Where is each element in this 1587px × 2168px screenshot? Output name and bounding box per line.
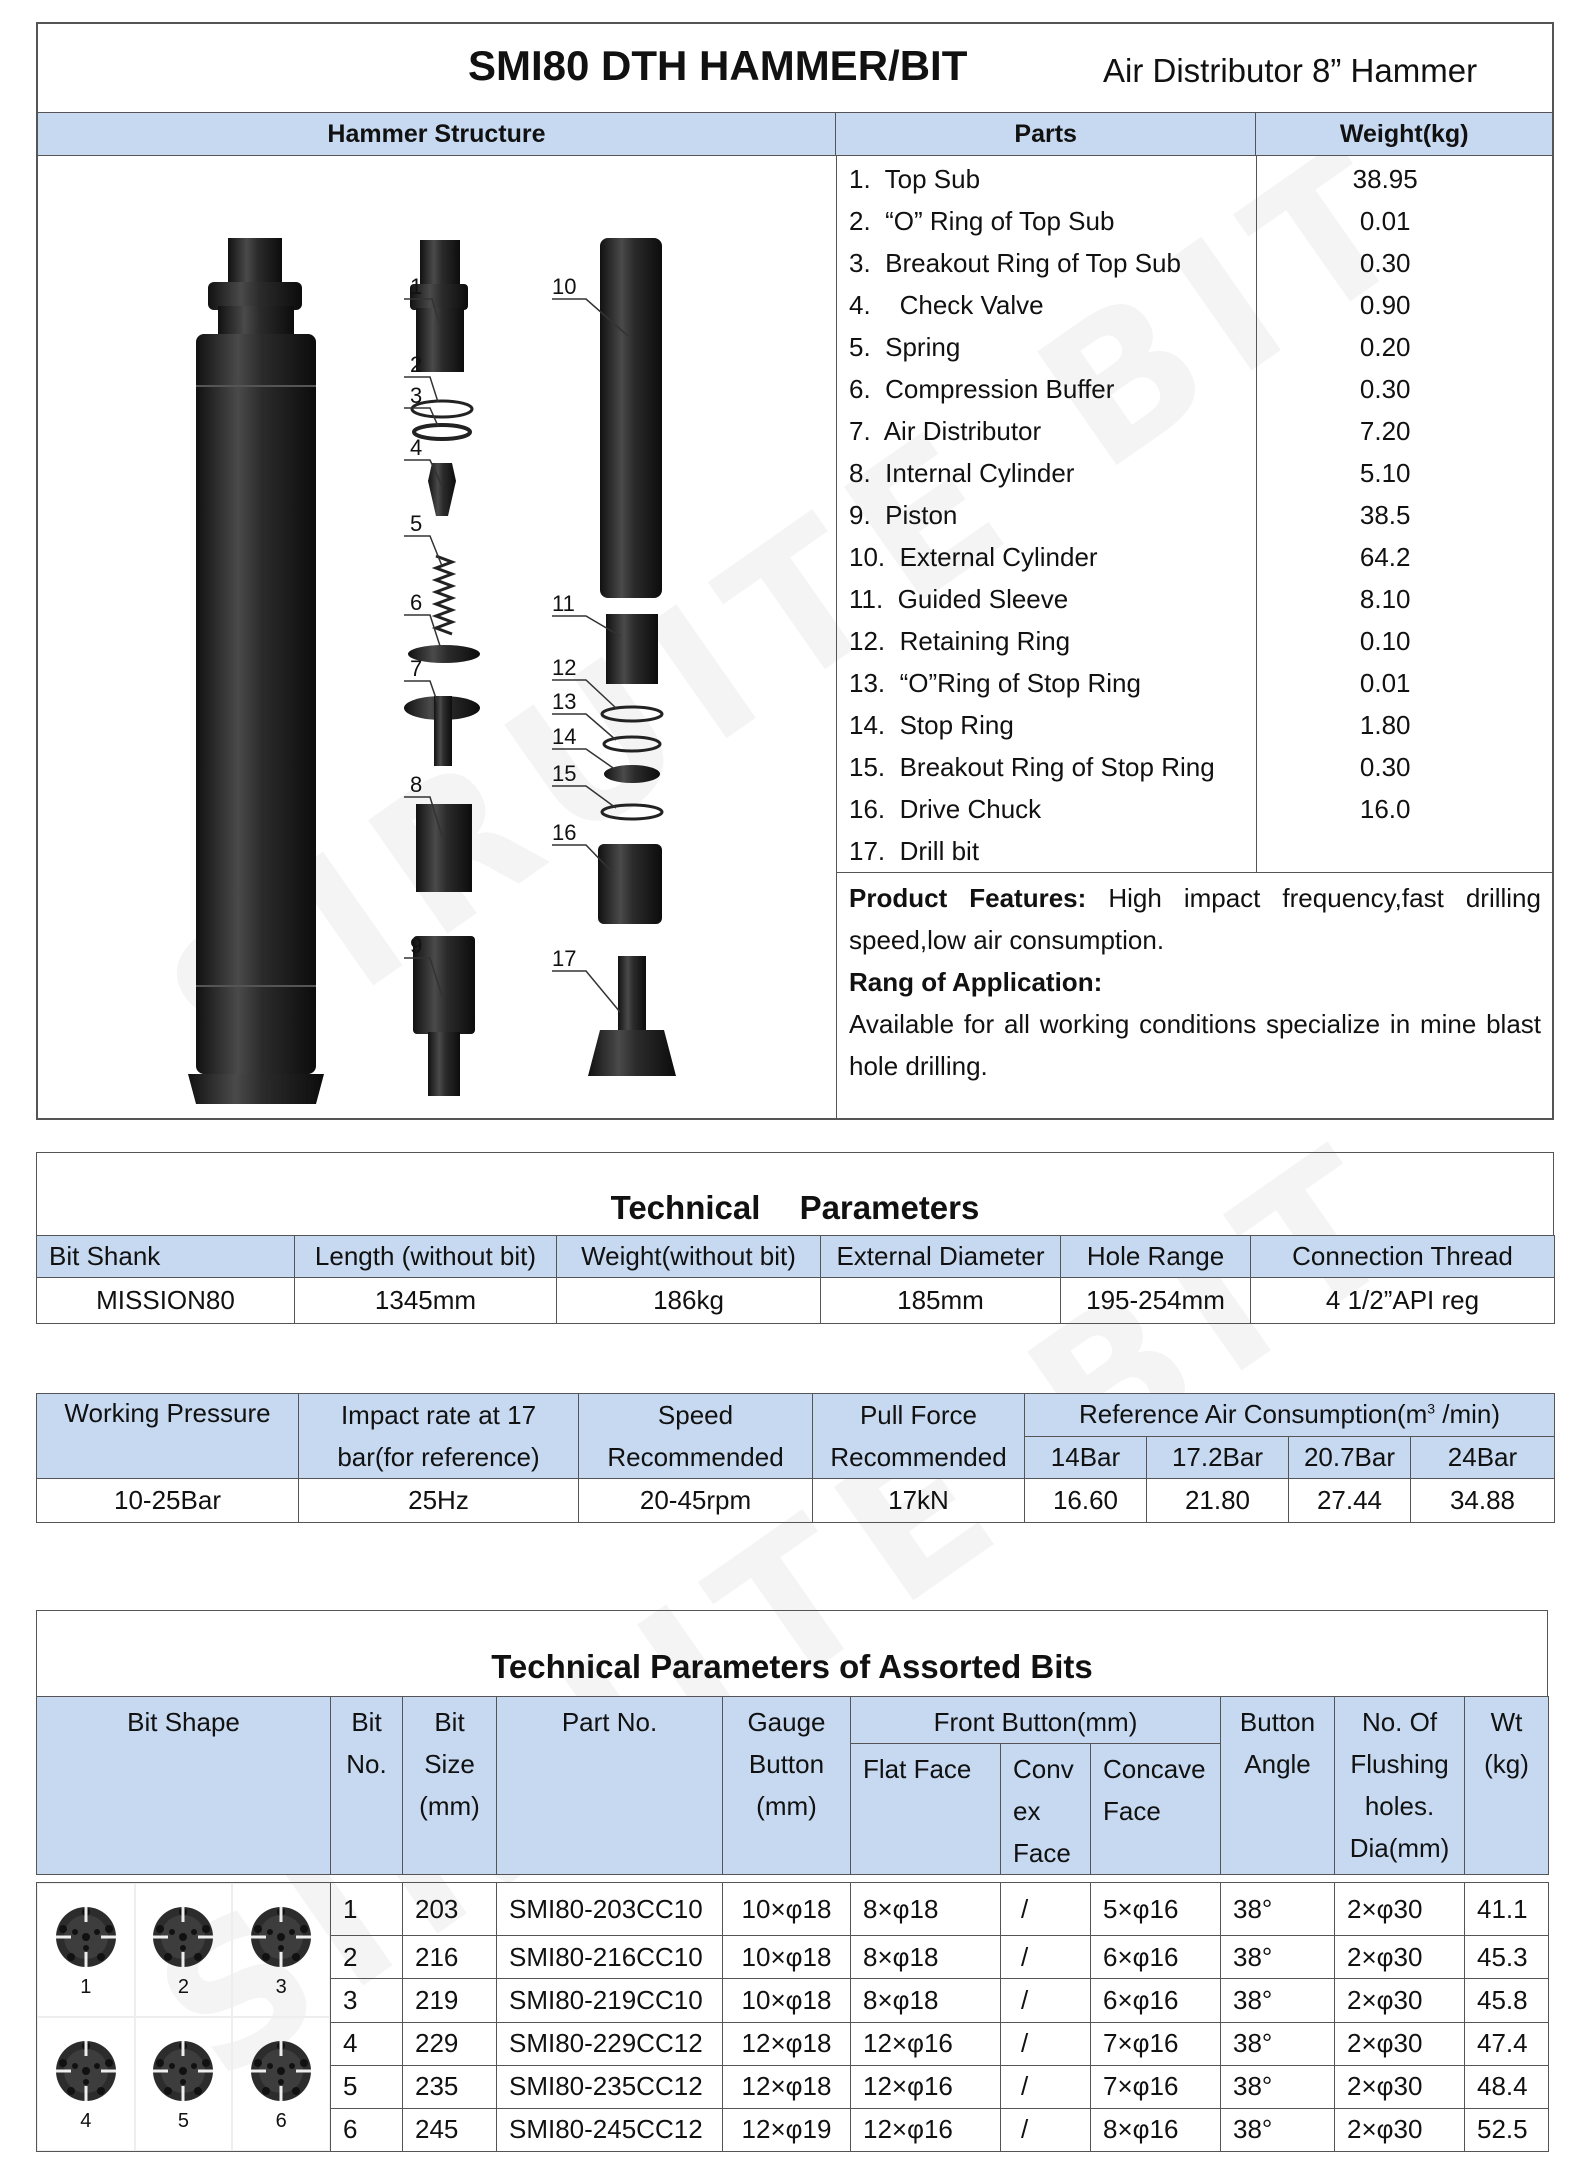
bit-cell-no: 6 bbox=[331, 2108, 403, 2151]
th-flat-face: Flat Face bbox=[851, 1744, 1001, 1875]
diagram-label: 17 bbox=[552, 946, 577, 971]
bit-cell-no: 3 bbox=[331, 1979, 403, 2022]
diagram-label: 5 bbox=[410, 511, 423, 536]
page-title: SMI80 DTH HAMMER/BIT bbox=[468, 42, 968, 89]
bits-title: Technical Parameters of Assorted Bits bbox=[36, 1610, 1548, 1696]
bit-cell-flat: 8×φ18 bbox=[851, 1883, 1001, 1936]
th-air-14bar: 14Bar bbox=[1025, 1436, 1147, 1479]
diagram-label: 15 bbox=[552, 761, 577, 786]
bit-cell-flush: 2×φ30 bbox=[1335, 1883, 1465, 1936]
bit-cell-part: SMI80-229CC12 bbox=[497, 2022, 723, 2065]
bit-cell-gauge: 10×φ18 bbox=[723, 1979, 851, 2022]
bit-shape-icon bbox=[135, 1883, 233, 2017]
bit-cell-convex: / bbox=[1001, 2108, 1091, 2151]
bit-row bbox=[37, 1883, 1549, 1936]
th-bit-shape: Bit Shape bbox=[37, 1697, 331, 1875]
part-weight: 0.20 bbox=[1359, 331, 1411, 362]
bit-cell-flush: 2×φ30 bbox=[1335, 2022, 1465, 2065]
bit-cell-gauge: 12×φ18 bbox=[723, 2065, 851, 2108]
bit-cell-part: SMI80-235CC12 bbox=[497, 2065, 723, 2108]
bit-cell-wt: 45.8 bbox=[1465, 1979, 1549, 2022]
diagram-label: 4 bbox=[410, 435, 423, 460]
bit-cell-flat: 8×φ18 bbox=[851, 1936, 1001, 1979]
exploded-view bbox=[38, 156, 836, 1118]
bit-cell-flush: 2×φ30 bbox=[1335, 2108, 1465, 2151]
part-name: 8. Internal Cylinder bbox=[849, 457, 1075, 488]
bit-cell-gauge: 10×φ18 bbox=[723, 1883, 851, 1936]
bit-cell-concave: 8×φ16 bbox=[1091, 2108, 1221, 2151]
cell-external-diameter: 185mm bbox=[821, 1278, 1061, 1324]
th-part-no: Part No. bbox=[497, 1697, 723, 1875]
part-name: 15. Breakout Ring of Stop Ring bbox=[849, 751, 1215, 782]
bit-shape-icon bbox=[135, 2017, 233, 2151]
th-front-button: Front Button(mm) bbox=[851, 1697, 1221, 1744]
bit-cell-convex: / bbox=[1001, 2065, 1091, 2108]
th-weight: Weight(without bit) bbox=[557, 1236, 821, 1278]
bit-cell-flush: 2×φ30 bbox=[1335, 2065, 1465, 2108]
cell-impact: 25Hz bbox=[299, 1479, 579, 1523]
part-weight: 38.95 bbox=[1352, 163, 1418, 194]
bit-cell-angle: 38° bbox=[1221, 2108, 1335, 2151]
bit-cell-size: 203 bbox=[403, 1883, 497, 1936]
th-air-24bar: 24Bar bbox=[1411, 1436, 1555, 1479]
part-name: 10. External Cylinder bbox=[849, 541, 1098, 572]
bit-cell-flat: 12×φ16 bbox=[851, 2065, 1001, 2108]
part-weight: 8.10 bbox=[1359, 583, 1411, 614]
th-external-diameter: External Diameter bbox=[821, 1236, 1061, 1278]
diagram-label: 13 bbox=[552, 689, 577, 714]
part-weight: 16.0 bbox=[1359, 793, 1411, 824]
part-name: 14. Stop Ring bbox=[849, 709, 1014, 740]
part-weight: 7.20 bbox=[1359, 415, 1411, 446]
bit-cell-part: SMI80-203CC10 bbox=[497, 1883, 723, 1936]
bit-cell-flat: 8×φ18 bbox=[851, 1979, 1001, 2022]
bit-cell-wt: 52.5 bbox=[1465, 2108, 1549, 2151]
cell-hole-range: 195-254mm bbox=[1061, 1278, 1251, 1324]
bit-cell-flush: 2×φ30 bbox=[1335, 1979, 1465, 2022]
bit-cell-gauge: 12×φ19 bbox=[723, 2108, 851, 2151]
assorted-bits bbox=[36, 1610, 1548, 2152]
bit-cell-concave: 7×φ16 bbox=[1091, 2022, 1221, 2065]
part-name: 1. Top Sub bbox=[849, 163, 981, 194]
th-bit-size: Bit Size (mm) bbox=[403, 1697, 497, 1875]
technical-title: Technical Parameters bbox=[36, 1152, 1554, 1235]
col-weight: Weight(kg) bbox=[1256, 113, 1552, 155]
part-name: 12. Retaining Ring bbox=[849, 625, 1071, 656]
assembled-hammer bbox=[188, 238, 324, 1104]
page-subtitle: Air Distributor 8” Hammer bbox=[1103, 52, 1478, 89]
part-weight: 1.80 bbox=[1359, 709, 1411, 740]
diagram-label: 16 bbox=[552, 820, 577, 845]
overview-header bbox=[38, 113, 1552, 156]
cell-pressure: 10-25Bar bbox=[37, 1479, 299, 1523]
bit-cell-concave: 6×φ16 bbox=[1091, 1936, 1221, 1979]
bit-cell-convex: / bbox=[1001, 1883, 1091, 1936]
bit-cell-flat: 12×φ16 bbox=[851, 2022, 1001, 2065]
technical-parameters bbox=[36, 1152, 1554, 1326]
cell-speed: 20-45rpm bbox=[579, 1479, 813, 1523]
bit-cell-no: 5 bbox=[331, 2065, 403, 2108]
part-name: 3. Breakout Ring of Top Sub bbox=[849, 247, 1181, 278]
bit-shape-icon bbox=[37, 1883, 135, 2017]
bit-cell-gauge: 10×φ18 bbox=[723, 1936, 851, 1979]
bit-cell-size: 229 bbox=[403, 2022, 497, 2065]
part-weight: 0.01 bbox=[1359, 667, 1411, 698]
th-wt: Wt (kg) bbox=[1465, 1697, 1549, 1875]
part-weight: 0.30 bbox=[1359, 247, 1411, 278]
th-bit-no: Bit No. bbox=[331, 1697, 403, 1875]
diagram-label: 11 bbox=[552, 591, 575, 616]
application-text: Available for all working conditions specialize in mine blast hole drilling. bbox=[849, 1009, 1541, 1081]
th-air-consumption: Reference Air $Consumption(m^3$ /min) bbox=[1025, 1394, 1555, 1437]
diagram-label: 1 bbox=[410, 274, 423, 299]
part-name: 4. Check Valve bbox=[849, 289, 1044, 320]
cell-air-17: 21.80 bbox=[1147, 1479, 1289, 1523]
bit-shape-icon bbox=[232, 2017, 330, 2151]
bit-cell-gauge: 12×φ18 bbox=[723, 2022, 851, 2065]
bit-cell-no: 2 bbox=[331, 1936, 403, 1979]
bit-cell-concave: 5×φ16 bbox=[1091, 1883, 1221, 1936]
th-working-pressure: Working Pressure bbox=[37, 1394, 299, 1479]
th-pull-force: Pull Force Recommended bbox=[813, 1394, 1025, 1479]
bit-cell-convex: / bbox=[1001, 1936, 1091, 1979]
th-concave-face: Concave Face bbox=[1091, 1744, 1221, 1875]
cell-air-14: 16.60 bbox=[1025, 1479, 1147, 1523]
diagram-label: 6 bbox=[410, 590, 423, 615]
hammer-structure-diagram bbox=[38, 156, 837, 1118]
part-name: 13. “O”Ring of Stop Ring bbox=[849, 667, 1141, 698]
bit-cell-size: 235 bbox=[403, 2065, 497, 2108]
product-features bbox=[837, 873, 1553, 1087]
bit-cell-part: SMI80-216CC10 bbox=[497, 1936, 723, 1979]
th-gauge-button: Gauge Button (mm) bbox=[723, 1697, 851, 1875]
part-name: 7. Air Distributor bbox=[849, 415, 1042, 446]
bit-cell-size: 245 bbox=[403, 2108, 497, 2151]
bit-cell-wt: 41.1 bbox=[1465, 1883, 1549, 1936]
bit-cell-no: 4 bbox=[331, 2022, 403, 2065]
bit-cell-size: 216 bbox=[403, 1936, 497, 1979]
cell-pull: 17kN bbox=[813, 1479, 1025, 1523]
part-weight: 0.10 bbox=[1359, 625, 1411, 656]
part-name: 5. Spring bbox=[849, 331, 961, 362]
cell-air-24: 34.88 bbox=[1411, 1479, 1555, 1523]
cell-weight: 186kg bbox=[557, 1278, 821, 1324]
part-name: 17. Drill bit bbox=[849, 835, 980, 866]
diagram-label: 7 bbox=[410, 656, 423, 681]
diagram-label: 14 bbox=[552, 724, 577, 749]
th-speed: Speed Recommended bbox=[579, 1394, 813, 1479]
part-name: 16. Drive Chuck bbox=[849, 793, 1042, 824]
th-hole-range: Hole Range bbox=[1061, 1236, 1251, 1278]
th-flushing-holes: No. Of Flushing holes. Dia(mm) bbox=[1335, 1697, 1465, 1875]
part-name: 9. Piston bbox=[849, 499, 958, 530]
th-button-angle: Button Angle bbox=[1221, 1697, 1335, 1875]
diagram-label: 12 bbox=[552, 655, 577, 680]
bit-cell-wt: 45.3 bbox=[1465, 1936, 1549, 1979]
bit-shape-label: 2 bbox=[177, 1975, 190, 1998]
performance-parameters bbox=[36, 1393, 1554, 1523]
application-label: Rang of Application: bbox=[849, 967, 1103, 997]
bit-cell-angle: 38° bbox=[1221, 2022, 1335, 2065]
bit-shape-images bbox=[37, 1883, 331, 2152]
cell-air-20: 27.44 bbox=[1289, 1479, 1411, 1523]
bit-cell-no: 1 bbox=[331, 1883, 403, 1936]
bit-shape-icon bbox=[232, 1883, 330, 2017]
performance-table bbox=[36, 1393, 1555, 1523]
bit-cell-angle: 38° bbox=[1221, 1979, 1335, 2022]
part-weight: 0.30 bbox=[1359, 373, 1411, 404]
part-weight: 0.30 bbox=[1359, 751, 1411, 782]
bit-shape-label: 1 bbox=[80, 1975, 92, 1998]
th-length: Length (without bit) bbox=[295, 1236, 557, 1278]
hammer-overview bbox=[36, 22, 1554, 1120]
th-convex-face: Conv ex Face bbox=[1001, 1744, 1091, 1875]
title-bar bbox=[38, 24, 1552, 113]
part-weight: 64.2 bbox=[1359, 541, 1411, 572]
th-air-17bar: 17.2Bar bbox=[1147, 1436, 1289, 1479]
bit-cell-concave: 7×φ16 bbox=[1091, 2065, 1221, 2108]
bit-cell-part: SMI80-219CC10 bbox=[497, 1979, 723, 2022]
bit-cell-flush: 2×φ30 bbox=[1335, 1936, 1465, 1979]
part-weight: 0.90 bbox=[1359, 289, 1411, 320]
technical-table bbox=[36, 1235, 1555, 1324]
bit-cell-convex: / bbox=[1001, 1979, 1091, 2022]
bit-cell-part: SMI80-245CC12 bbox=[497, 2108, 723, 2151]
parts-list bbox=[837, 156, 1553, 873]
bit-cell-concave: 6×φ16 bbox=[1091, 1979, 1221, 2022]
col-parts: Parts bbox=[836, 113, 1256, 155]
col-hammer-structure: Hammer Structure bbox=[38, 113, 836, 155]
part-name: 6. Compression Buffer bbox=[849, 373, 1115, 404]
part-weight bbox=[1217, 830, 1553, 872]
th-bit-shank: Bit Shank bbox=[37, 1236, 295, 1278]
bit-shape-icon bbox=[37, 2017, 135, 2151]
bit-cell-convex: / bbox=[1001, 2022, 1091, 2065]
features-text: High impact frequency,fast drilling speed,low air consumption. bbox=[849, 883, 1541, 955]
cell-bit-shank: MISSION80 bbox=[37, 1278, 295, 1324]
diagram-label: 3 bbox=[410, 383, 423, 408]
bit-cell-flat: 12×φ16 bbox=[851, 2108, 1001, 2151]
part-name: 11. Guided Sleeve bbox=[849, 583, 1069, 614]
th-air-20bar: 20.7Bar bbox=[1289, 1436, 1411, 1479]
part-weight: 38.5 bbox=[1359, 499, 1411, 530]
th-connection-thread: Connection Thread bbox=[1251, 1236, 1555, 1278]
bit-shape-label: 5 bbox=[177, 2109, 190, 2132]
part-name: 2. “O” Ring of Top Sub bbox=[849, 205, 1115, 236]
bit-cell-angle: 38° bbox=[1221, 1936, 1335, 1979]
cell-connection-thread: 4 1/2”API reg bbox=[1251, 1278, 1555, 1324]
bit-cell-size: 219 bbox=[403, 1979, 497, 2022]
part-weight: 0.01 bbox=[1359, 205, 1411, 236]
bit-shape-label: 6 bbox=[275, 2109, 287, 2132]
th-impact-rate: Impact rate at 17 bar(for reference) bbox=[299, 1394, 579, 1479]
features-label: Product Features: bbox=[849, 883, 1087, 913]
diagram-label: 2 bbox=[410, 352, 423, 377]
bit-shape-label: 3 bbox=[275, 1975, 287, 1998]
bit-shape-label: 4 bbox=[80, 2109, 92, 2132]
part-weight: 5.10 bbox=[1359, 457, 1411, 488]
parts-column-right bbox=[588, 238, 676, 1076]
diagram-label: 8 bbox=[410, 772, 423, 797]
bit-cell-angle: 38° bbox=[1221, 2065, 1335, 2108]
diagram-label: 10 bbox=[552, 274, 577, 299]
bit-cell-wt: 48.4 bbox=[1465, 2065, 1549, 2108]
diagram-label: 9 bbox=[410, 933, 423, 958]
bit-cell-angle: 38° bbox=[1221, 1883, 1335, 1936]
bit-cell-wt: 47.4 bbox=[1465, 2022, 1549, 2065]
cell-length: 1345mm bbox=[295, 1278, 557, 1324]
bits-table bbox=[36, 1696, 1549, 2152]
